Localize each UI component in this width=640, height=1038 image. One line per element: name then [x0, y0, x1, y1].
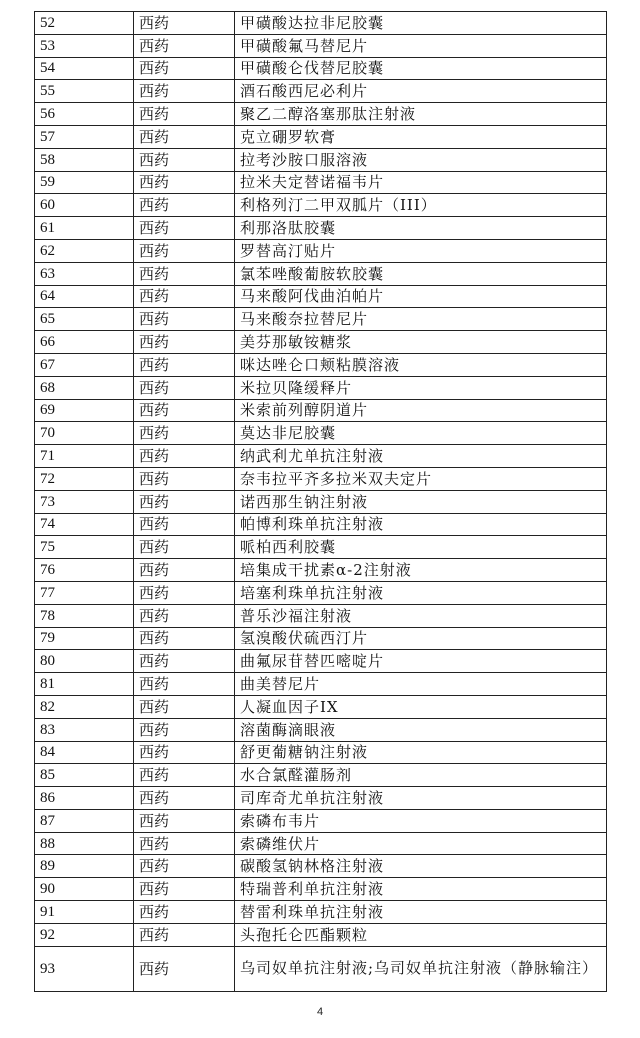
row-number-cell: 91 [35, 901, 134, 924]
table-row [35, 878, 607, 901]
drug-name-cell: 拉考沙胺口服溶液 [235, 148, 607, 171]
drug-name-cell: 帕博利珠单抗注射液 [235, 513, 607, 536]
drug-name-cell: 人凝血因子IX [235, 695, 607, 718]
category-cell: 西药 [134, 695, 235, 718]
category-cell: 西药 [134, 285, 235, 308]
row-number-cell: 66 [35, 331, 134, 354]
category-cell: 西药 [134, 741, 235, 764]
row-number-cell: 93 [35, 946, 134, 991]
table-row [35, 285, 607, 308]
category-cell: 西药 [134, 855, 235, 878]
table-row [35, 787, 607, 810]
category-cell: 西药 [134, 490, 235, 513]
row-number-cell: 85 [35, 764, 134, 787]
table-row [35, 399, 607, 422]
drug-name-cell: 溶菌酶滴眼液 [235, 718, 607, 741]
drug-name-cell: 碳酸氢钠林格注射液 [235, 855, 607, 878]
row-number-cell: 61 [35, 217, 134, 240]
table-row [35, 467, 607, 490]
category-cell: 西药 [134, 764, 235, 787]
table-row [35, 673, 607, 696]
row-number-cell: 78 [35, 604, 134, 627]
drug-name-cell: 氢溴酸伏硫西汀片 [235, 627, 607, 650]
row-number-cell: 62 [35, 239, 134, 262]
row-number-cell: 81 [35, 673, 134, 696]
drug-name-cell: 特瑞普利单抗注射液 [235, 878, 607, 901]
drug-name-cell: 哌柏西利胶囊 [235, 536, 607, 559]
row-number-cell: 90 [35, 878, 134, 901]
drug-name-cell: 曲氟尿苷替匹嘧啶片 [235, 650, 607, 673]
row-number-cell: 59 [35, 171, 134, 194]
drug-name-cell: 氯苯唑酸葡胺软胶囊 [235, 262, 607, 285]
drug-name-cell: 乌司奴单抗注射液;乌司奴单抗注射液（静脉输注） [235, 946, 607, 991]
drug-name-cell: 水合氯醛灌肠剂 [235, 764, 607, 787]
table-row [35, 239, 607, 262]
drug-name-cell: 美芬那敏铵糖浆 [235, 331, 607, 354]
row-number-cell: 92 [35, 923, 134, 946]
category-cell: 西药 [134, 331, 235, 354]
page-number: 4 [316, 1006, 324, 1018]
category-cell: 西药 [134, 422, 235, 445]
category-cell: 西药 [134, 171, 235, 194]
row-number-cell: 72 [35, 467, 134, 490]
drug-name-cell: 普乐沙福注射液 [235, 604, 607, 627]
category-cell: 西药 [134, 673, 235, 696]
category-cell: 西药 [134, 718, 235, 741]
row-number-cell: 56 [35, 103, 134, 126]
row-number-cell: 54 [35, 57, 134, 80]
row-number-cell: 73 [35, 490, 134, 513]
category-cell: 西药 [134, 12, 235, 35]
drug-name-cell: 酒石酸西尼必利片 [235, 80, 607, 103]
drug-name-cell: 咪达唑仑口颊粘膜溶液 [235, 353, 607, 376]
table-row [35, 650, 607, 673]
table-row [35, 513, 607, 536]
category-cell: 西药 [134, 376, 235, 399]
drug-name-cell: 培塞利珠单抗注射液 [235, 581, 607, 604]
drug-name-cell: 索磷布韦片 [235, 809, 607, 832]
category-cell: 西药 [134, 217, 235, 240]
category-cell: 西药 [134, 901, 235, 924]
drug-name-cell: 罗替高汀贴片 [235, 239, 607, 262]
table-row [35, 262, 607, 285]
category-cell: 西药 [134, 467, 235, 490]
row-number-cell: 67 [35, 353, 134, 376]
category-cell: 西药 [134, 809, 235, 832]
category-cell: 西药 [134, 581, 235, 604]
row-number-cell: 53 [35, 34, 134, 57]
category-cell: 西药 [134, 125, 235, 148]
row-number-cell: 82 [35, 695, 134, 718]
row-number-cell: 52 [35, 12, 134, 35]
drug-name-cell: 甲磺酸仑伐替尼胶囊 [235, 57, 607, 80]
table-row [35, 855, 607, 878]
table-row [35, 217, 607, 240]
row-number-cell: 55 [35, 80, 134, 103]
row-number-cell: 60 [35, 194, 134, 217]
drug-name-cell: 甲磺酸氟马替尼片 [235, 34, 607, 57]
table-row [35, 194, 607, 217]
row-number-cell: 86 [35, 787, 134, 810]
category-cell: 西药 [134, 399, 235, 422]
table-row [35, 308, 607, 331]
table-row [35, 331, 607, 354]
row-number-cell: 89 [35, 855, 134, 878]
row-number-cell: 70 [35, 422, 134, 445]
table-row [35, 946, 607, 991]
row-number-cell: 63 [35, 262, 134, 285]
drug-name-cell: 替雷利珠单抗注射液 [235, 901, 607, 924]
row-number-cell: 58 [35, 148, 134, 171]
category-cell: 西药 [134, 34, 235, 57]
table-row [35, 80, 607, 103]
drug-name-cell: 米拉贝隆缓释片 [235, 376, 607, 399]
drug-name-cell: 司库奇尤单抗注射液 [235, 787, 607, 810]
row-number-cell: 77 [35, 581, 134, 604]
category-cell: 西药 [134, 308, 235, 331]
drug-name-cell: 莫达非尼胶囊 [235, 422, 607, 445]
drug-name-cell: 聚乙二醇洛塞那肽注射液 [235, 103, 607, 126]
category-cell: 西药 [134, 194, 235, 217]
category-cell: 西药 [134, 627, 235, 650]
drug-name-cell: 米索前列醇阴道片 [235, 399, 607, 422]
table-row [35, 695, 607, 718]
row-number-cell: 76 [35, 559, 134, 582]
row-number-cell: 57 [35, 125, 134, 148]
category-cell: 西药 [134, 832, 235, 855]
row-number-cell: 80 [35, 650, 134, 673]
drug-name-cell: 马来酸奈拉替尼片 [235, 308, 607, 331]
table-row [35, 12, 607, 35]
drug-name-cell: 索磷维伏片 [235, 832, 607, 855]
category-cell: 西药 [134, 513, 235, 536]
category-cell: 西药 [134, 559, 235, 582]
table-row [35, 764, 607, 787]
category-cell: 西药 [134, 878, 235, 901]
row-number-cell: 71 [35, 445, 134, 468]
drug-name-cell: 纳武利尤单抗注射液 [235, 445, 607, 468]
category-cell: 西药 [134, 946, 235, 991]
drug-list-table [34, 11, 607, 992]
table-row [35, 376, 607, 399]
table-body [35, 12, 607, 992]
row-number-cell: 64 [35, 285, 134, 308]
table-row [35, 718, 607, 741]
drug-name-cell: 舒更葡糖钠注射液 [235, 741, 607, 764]
table-row [35, 445, 607, 468]
drug-name-cell: 曲美替尼片 [235, 673, 607, 696]
drug-name-cell: 利那洛肽胶囊 [235, 217, 607, 240]
drug-name-cell: 头孢托仑匹酯颗粒 [235, 923, 607, 946]
category-cell: 西药 [134, 57, 235, 80]
category-cell: 西药 [134, 787, 235, 810]
row-number-cell: 88 [35, 832, 134, 855]
table-row [35, 627, 607, 650]
category-cell: 西药 [134, 353, 235, 376]
drug-name-cell: 甲磺酸达拉非尼胶囊 [235, 12, 607, 35]
category-cell: 西药 [134, 650, 235, 673]
category-cell: 西药 [134, 239, 235, 262]
category-cell: 西药 [134, 80, 235, 103]
row-number-cell: 75 [35, 536, 134, 559]
table-row [35, 604, 607, 627]
category-cell: 西药 [134, 923, 235, 946]
row-number-cell: 74 [35, 513, 134, 536]
table-row [35, 741, 607, 764]
table-row [35, 125, 607, 148]
category-cell: 西药 [134, 103, 235, 126]
table-row [35, 536, 607, 559]
category-cell: 西药 [134, 604, 235, 627]
drug-name-cell: 马来酸阿伐曲泊帕片 [235, 285, 607, 308]
row-number-cell: 87 [35, 809, 134, 832]
table-row [35, 57, 607, 80]
drug-name-cell: 奈韦拉平齐多拉米双夫定片 [235, 467, 607, 490]
drug-name-cell: 克立硼罗软膏 [235, 125, 607, 148]
table-row [35, 353, 607, 376]
drug-name-cell: 培集成干扰素α-2注射液 [235, 559, 607, 582]
drug-name-cell: 拉米夫定替诺福韦片 [235, 171, 607, 194]
table-row [35, 148, 607, 171]
category-cell: 西药 [134, 148, 235, 171]
category-cell: 西药 [134, 262, 235, 285]
row-number-cell: 65 [35, 308, 134, 331]
table-row [35, 923, 607, 946]
table-row [35, 559, 607, 582]
table-row [35, 34, 607, 57]
row-number-cell: 83 [35, 718, 134, 741]
table-row [35, 901, 607, 924]
table-row [35, 832, 607, 855]
table-row [35, 171, 607, 194]
drug-name-cell: 利格列汀二甲双胍片（III） [235, 194, 607, 217]
row-number-cell: 69 [35, 399, 134, 422]
table-row [35, 422, 607, 445]
category-cell: 西药 [134, 536, 235, 559]
table-row [35, 490, 607, 513]
category-cell: 西药 [134, 445, 235, 468]
table-row [35, 809, 607, 832]
row-number-cell: 84 [35, 741, 134, 764]
row-number-cell: 79 [35, 627, 134, 650]
table-row [35, 581, 607, 604]
row-number-cell: 68 [35, 376, 134, 399]
drug-name-cell: 诺西那生钠注射液 [235, 490, 607, 513]
table-row [35, 103, 607, 126]
